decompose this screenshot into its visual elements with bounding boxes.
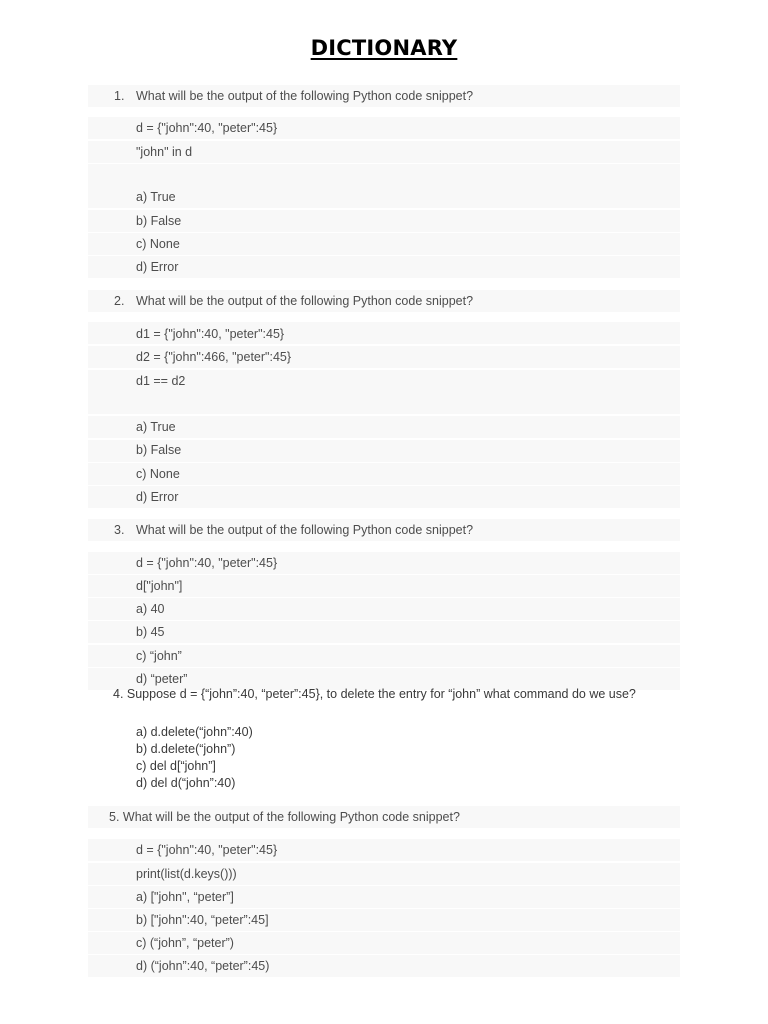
question-4-text: 4. Suppose d = {“john”:40, “peter”:45}, to delete the entry for “john” what command do we use? [113,687,636,701]
question-2-code-line: d2 = {"john":466, "peter":45} [136,350,292,364]
question-2-code-line: d1 = {"john":40, "peter":45} [136,327,285,341]
row-band [88,416,680,438]
question-1-code-line: d = {"john":40, "peter":45} [136,121,278,135]
question-5-option: b) ["john":40, “peter”:45] [136,913,269,927]
question-2-text: What will be the output of the following Python code snippet? [136,294,474,308]
question-2-option: a) True [136,420,176,434]
question-1-option: d) Error [136,260,179,274]
question-3-option: c) “john” [136,649,182,663]
row-band [88,164,680,186]
question-3-code-line: d["john"] [136,579,183,593]
question-1-text: What will be the output of the following Python code snippet? [136,89,474,103]
question-4-option: d) del d(“john”:40) [136,776,236,790]
question-5-option: c) (“john”, “peter”) [136,936,234,950]
question-3-option: d) “peter” [136,672,188,686]
question-3-code-line: d = {"john":40, "peter":45} [136,556,278,570]
question-5-option: d) (“john”:40, “peter”:45) [136,959,270,973]
question-3-text: What will be the output of the following Python code snippet? [136,523,474,537]
question-2-option: c) None [136,467,180,481]
question-1-option: b) False [136,214,182,228]
question-2-code-line: d1 == d2 [136,374,186,388]
question-5-code-line: d = {"john":40, "peter":45} [136,843,278,857]
question-5-text: 5. What will be the output of the following Python code snippet? [109,810,460,824]
question-3-option: a) 40 [136,602,165,616]
row-band [88,598,680,620]
question-4-option: c) del d[“john”] [136,759,216,773]
question-1-option: c) None [136,237,180,251]
question-3-option: b) 45 [136,625,165,639]
question-5-code-line: print(list(d.keys())) [136,867,237,881]
question-5-option: a) ["john", “peter”] [136,890,234,904]
question-1-number: 1. [114,89,125,103]
question-3-number: 3. [114,523,125,537]
question-4-option: b) d.delete(“john”) [136,742,236,756]
row-band [88,621,680,643]
row-band [88,186,680,208]
question-1-option: a) True [136,190,176,204]
page-title: DICTIONARY [310,36,458,60]
question-2-option: b) False [136,443,182,457]
question-1-code-line: "john" in d [136,145,193,159]
question-4-option: a) d.delete(“john”:40) [136,725,253,739]
question-2-number: 2. [114,294,125,308]
row-band [88,392,680,414]
question-2-option: d) Error [136,490,179,504]
